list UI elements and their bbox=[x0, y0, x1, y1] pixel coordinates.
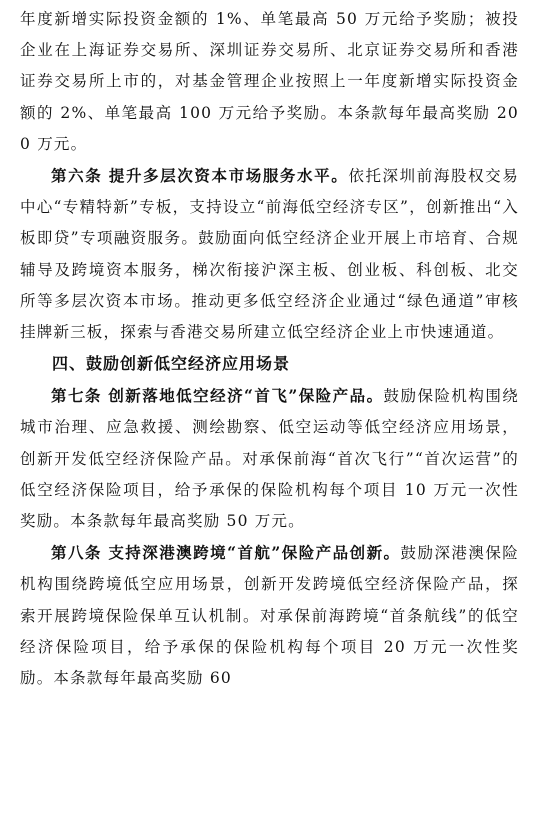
article-7-title: 创新落地低空经济“首飞”保险产品。 bbox=[108, 386, 384, 406]
article-8-number: 第八条 bbox=[51, 543, 102, 563]
section-heading-4: 四、鼓励创新低空经济应用场景 bbox=[52, 354, 291, 374]
article-6-number: 第六条 bbox=[51, 166, 103, 186]
article-6-title: 提升多层次资本市场服务水平。 bbox=[108, 166, 349, 186]
article-8 bbox=[20, 537, 519, 694]
document-page bbox=[20, 4, 519, 694]
article-7-number: 第七条 bbox=[51, 386, 102, 406]
article-6 bbox=[20, 160, 519, 348]
article-7-body: 鼓励保险机构围绕城市治理、应急救援、测绘勘察、低空运动等低空经济应用场景，创新开发低空经济保险产品。对承保前海“首次飞行”“首次运营”的低空经济保险项目，给予承保的保险机构每个项目 10 万元一次性奖励。本条款每年最高奖励 50 万元。 bbox=[20, 387, 519, 531]
article-8-title: 支持深港澳跨境“首航”保险产品创新。 bbox=[108, 543, 401, 563]
article-6-body: 依托深圳前海股权交易中心“专精特新”专板，支持设立“前海低空经济专区”，创新推出“入板即贷”专项融资服务。鼓励面向低空经济企业开展上市培育、合规辅导及跨境资本服务，梯次衔接沪深主板、创业板、科创板、北交所等多层次资本市场。推动更多低空经济企业通过“绿色通道”审核挂牌新三板，探索与香港交易所建立低空经济企业上市快速通道。 bbox=[20, 167, 519, 342]
article-8-body: 鼓励深港澳保险机构围绕跨境低空应用场景，创新开发跨境低空经济保险产品，探索开展跨境保险保单互认机制。对承保前海跨境“首条航线”的低空经济保险项目，给予承保的保险机构每个项目 20 万元一次性奖励。本条款每年最高奖励 60 bbox=[20, 544, 520, 688]
article-7 bbox=[20, 380, 519, 537]
paragraph-continuation: 年度新增实际投资金额的 1%、单笔最高 50 万元给予奖励；被投企业在上海证券交易所、深圳证券交易所、北京证券交易所和香港证券交易所上市的，对基金管理企业按照上一年度新增实际投资金额的 2%、单笔最高 100 万元给予奖励。本条款每年最高奖励 200 万元。 bbox=[20, 10, 519, 153]
